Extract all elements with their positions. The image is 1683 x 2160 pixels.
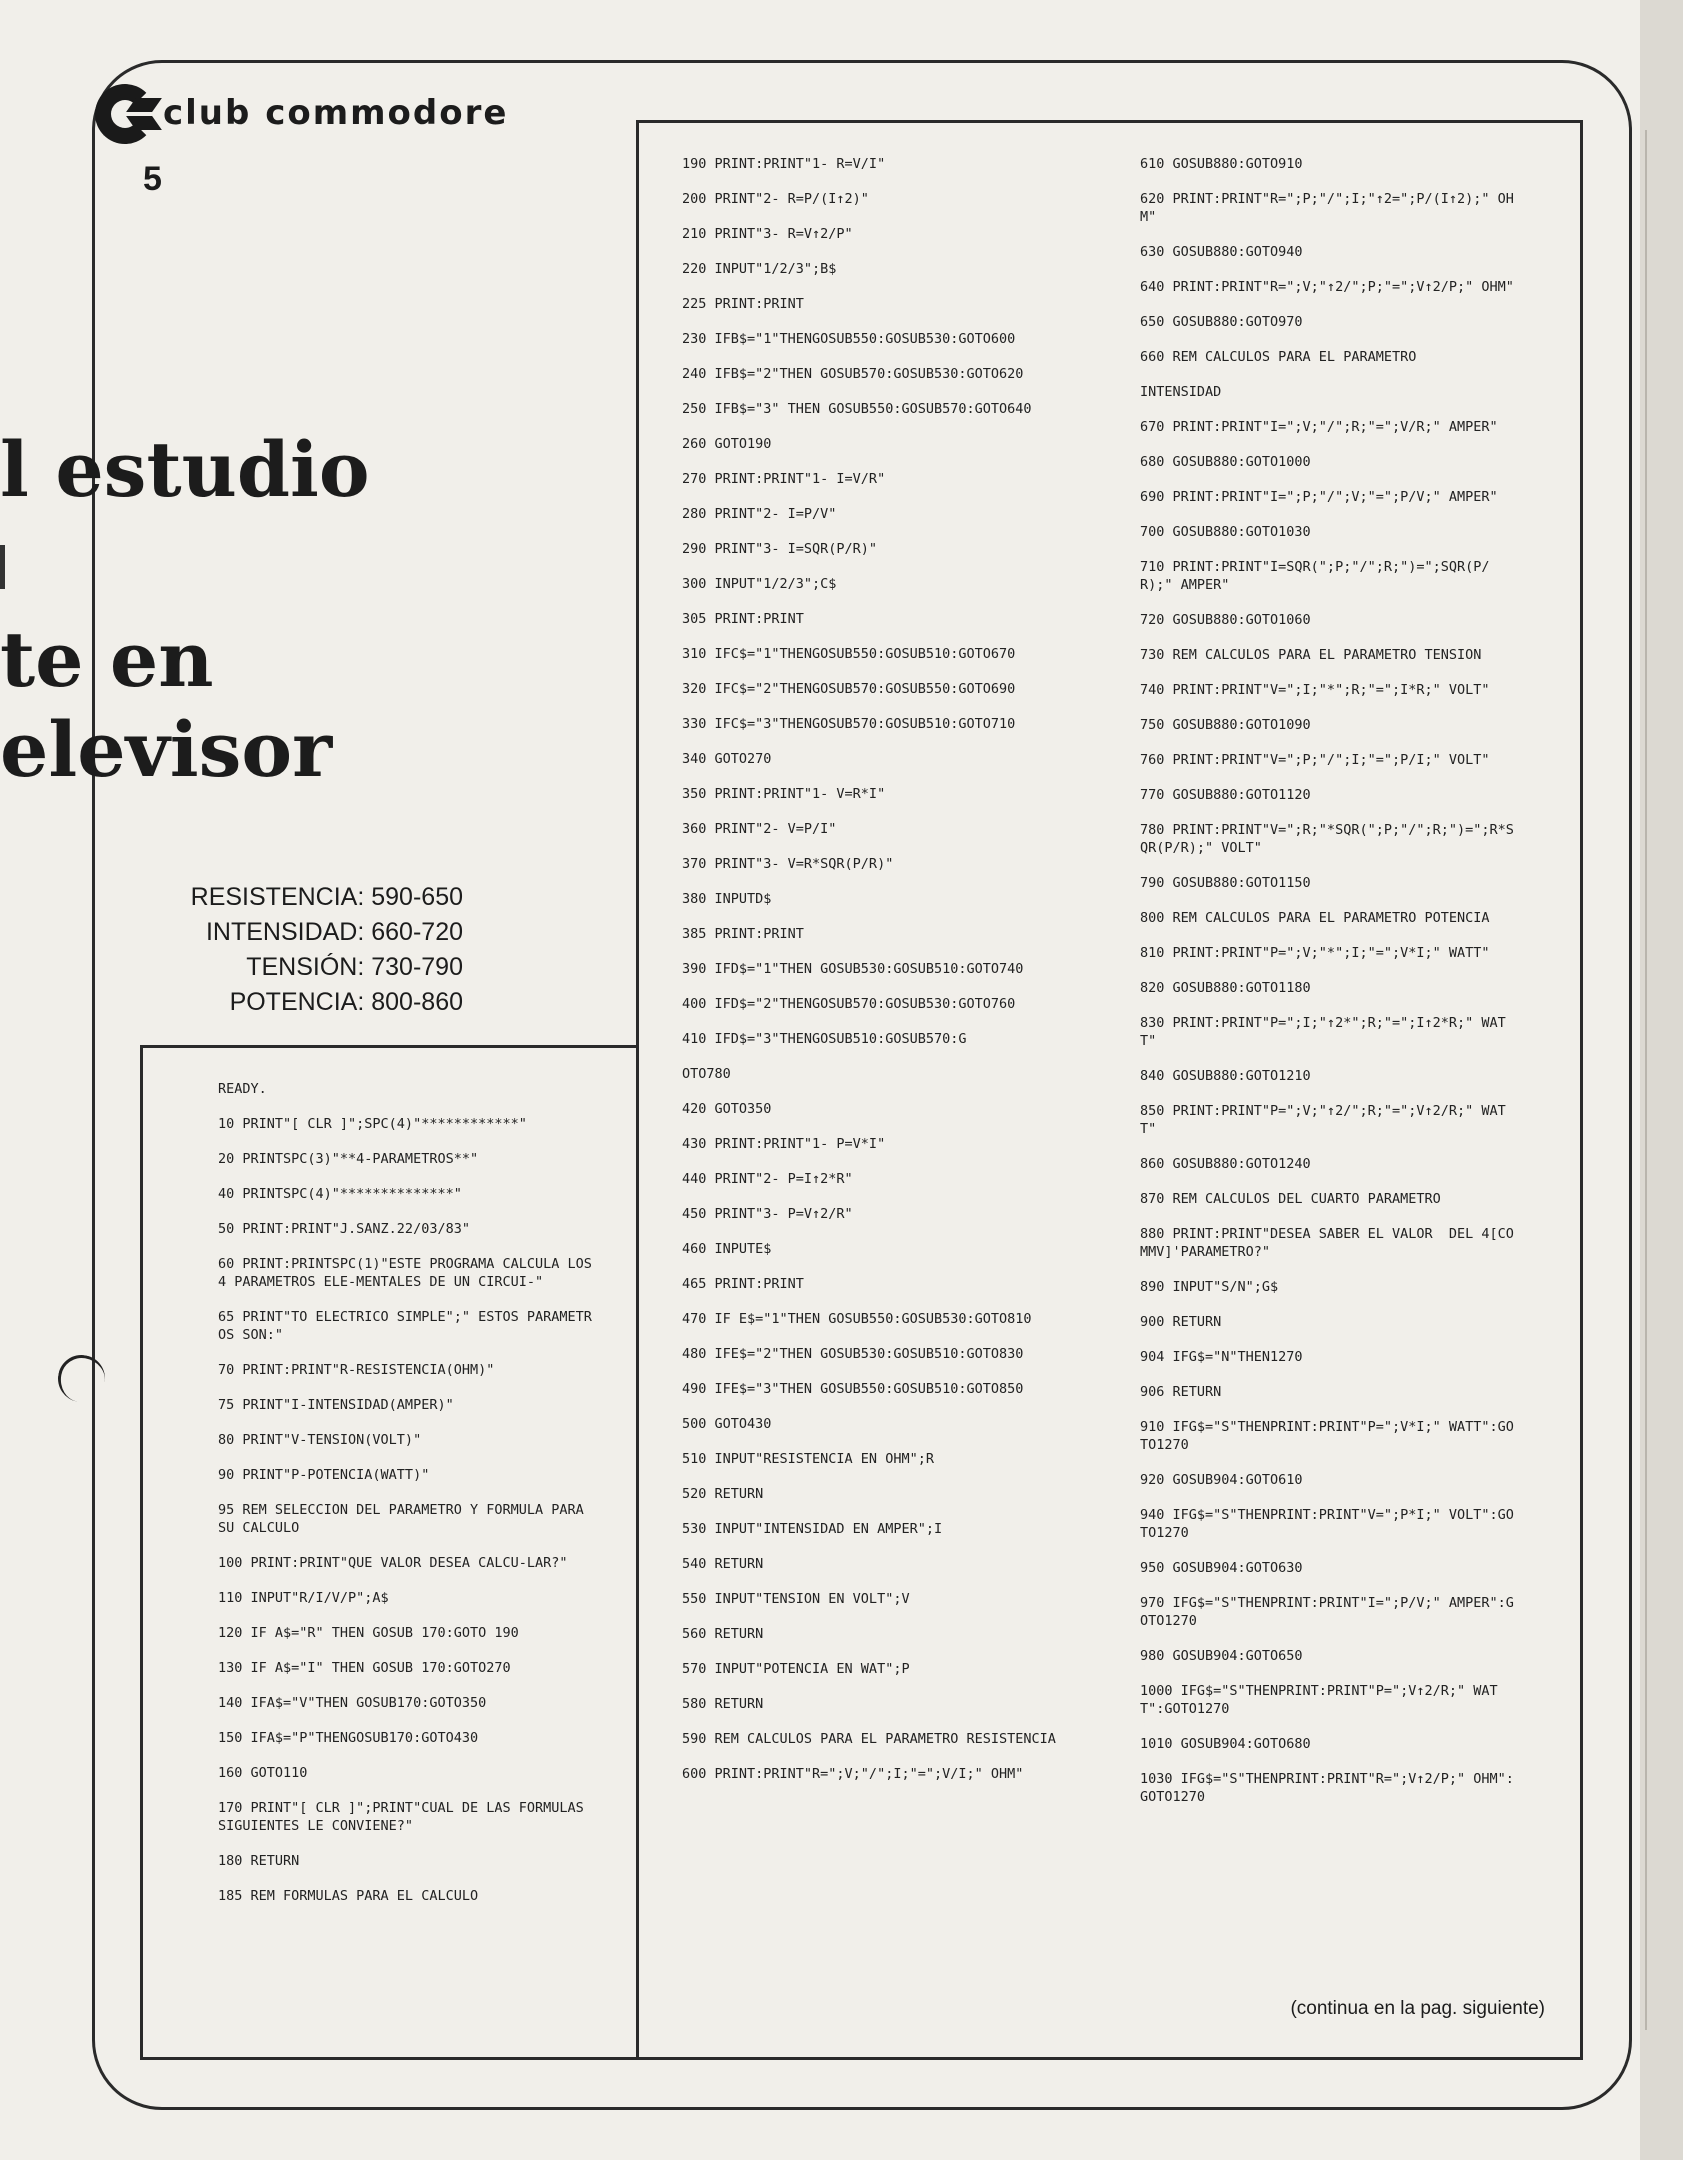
code-line: INTENSIDAD bbox=[1140, 384, 1222, 400]
code-line: 420 GOTO350 bbox=[682, 1101, 772, 1117]
code-line: 230 IFB$="1"THENGOSUB550:GOSUB530:GOTO600 bbox=[682, 331, 1016, 347]
code-line: 120 IF A$="R" THEN GOSUB 170:GOTO 190 bbox=[218, 1625, 519, 1641]
code-line: READY. bbox=[218, 1081, 267, 1097]
listing-column-2 bbox=[682, 155, 1057, 1800]
brand-name: club commodore bbox=[163, 93, 509, 133]
headline-line-1: l estudio bbox=[0, 425, 370, 514]
code-line: 290 PRINT"3- I=SQR(P/R)" bbox=[682, 541, 878, 557]
code-line: 75 PRINT"I-INTENSIDAD(AMPER)" bbox=[218, 1397, 454, 1413]
code-line: 305 PRINT:PRINT bbox=[682, 611, 804, 627]
code-line: 320 IFC$="2"THENGOSUB570:GOSUB550:GOTO690 bbox=[682, 681, 1016, 697]
code-line: 900 RETURN bbox=[1140, 1314, 1222, 1330]
code-line: 450 PRINT"3- P=V↑2/R" bbox=[682, 1206, 853, 1222]
code-line: 820 GOSUB880:GOTO1180 bbox=[1140, 980, 1311, 996]
code-line: 920 GOSUB904:GOTO610 bbox=[1140, 1472, 1303, 1488]
code-line: 970 IFG$="S"THENPRINT:PRINT"I=";P/V;" AMPER":GOTO1270 bbox=[1140, 1595, 1514, 1629]
issue-number: 5 bbox=[143, 160, 162, 198]
code-line: 390 IFD$="1"THEN GOSUB530:GOSUB510:GOTO740 bbox=[682, 961, 1024, 977]
code-line: 50 PRINT:PRINT"J.SANZ.22/03/83" bbox=[218, 1221, 470, 1237]
continued-note: (continua en la pag. siguiente) bbox=[1290, 1998, 1545, 2019]
code-line: 200 PRINT"2- R=P/(I↑2)" bbox=[682, 191, 869, 207]
code-line: 520 RETURN bbox=[682, 1486, 764, 1502]
code-line: 670 PRINT:PRINT"I=";V;"/";R;"=";V/R;" AMPER" bbox=[1140, 419, 1498, 435]
code-line: 500 GOTO430 bbox=[682, 1416, 772, 1432]
headline-fragment-mark bbox=[0, 545, 5, 589]
code-line: 160 GOTO110 bbox=[218, 1765, 308, 1781]
code-line: 270 PRINT:PRINT"1- I=V/R" bbox=[682, 471, 886, 487]
code-line: 950 GOSUB904:GOTO630 bbox=[1140, 1560, 1303, 1576]
code-line: 570 INPUT"POTENCIA EN WAT";P bbox=[682, 1661, 910, 1677]
code-line: 550 INPUT"TENSION EN VOLT";V bbox=[682, 1591, 910, 1607]
code-line: 210 PRINT"3- R=V↑2/P" bbox=[682, 226, 853, 242]
code-line: 185 REM FORMULAS PARA EL CALCULO bbox=[218, 1888, 479, 1904]
code-line: 710 PRINT:PRINT"I=SQR(";P;"/";R;")=";SQR(P/R);" AMPER" bbox=[1140, 559, 1490, 593]
range-intensidad: INTENSIDAD: 660-720 bbox=[205, 918, 463, 946]
code-line: 904 IFG$="N"THEN1270 bbox=[1140, 1349, 1303, 1365]
code-line: 440 PRINT"2- P=I↑2*R" bbox=[682, 1171, 853, 1187]
code-line: 730 REM CALCULOS PARA EL PARAMETRO TENSION bbox=[1140, 647, 1482, 663]
code-line: 600 PRINT:PRINT"R=";V;"/";I;"=";V/I;" OHM" bbox=[682, 1766, 1024, 1782]
code-line: 10 PRINT"[ CLR ]";SPC(4)"************" bbox=[218, 1116, 527, 1132]
code-line: 790 GOSUB880:GOTO1150 bbox=[1140, 875, 1311, 891]
code-line: 860 GOSUB880:GOTO1240 bbox=[1140, 1156, 1311, 1172]
parameter-ranges bbox=[191, 880, 463, 1020]
listing-column-3 bbox=[1140, 155, 1515, 1823]
code-line: 385 PRINT:PRINT bbox=[682, 926, 804, 942]
range-tension: TENSIÓN: 730-790 bbox=[246, 953, 463, 981]
code-line: 150 IFA$="P"THENGOSUB170:GOTO430 bbox=[218, 1730, 479, 1746]
code-line: 610 GOSUB880:GOTO910 bbox=[1140, 156, 1303, 172]
code-line: 60 PRINT:PRINTSPC(1)"ESTE PROGRAMA CALCULA LOS 4 PARAMETROS ELE-MENTALES DE UN CIRCUI-" bbox=[218, 1256, 601, 1290]
code-line: 530 INPUT"INTENSIDAD EN AMPER";I bbox=[682, 1521, 943, 1537]
code-line: 250 IFB$="3" THEN GOSUB550:GOSUB570:GOTO640 bbox=[682, 401, 1032, 417]
code-line: 590 REM CALCULOS PARA EL PARAMETRO RESISTENCIA bbox=[682, 1731, 1056, 1747]
code-line: 510 INPUT"RESISTENCIA EN OHM";R bbox=[682, 1451, 934, 1467]
margin-rule bbox=[92, 148, 95, 260]
code-line: 850 PRINT:PRINT"P=";V;"↑2/";R;"=";V↑2/R;" WATT" bbox=[1140, 1103, 1506, 1137]
headline-line-3: elevisor bbox=[0, 705, 333, 794]
code-line: 260 GOTO190 bbox=[682, 436, 772, 452]
code-line: 800 REM CALCULOS PARA EL PARAMETRO POTENCIA bbox=[1140, 910, 1490, 926]
code-line: 830 PRINT:PRINT"P=";I;"↑2*";R;"=";I↑2*R;" WATT" bbox=[1140, 1015, 1506, 1049]
code-line: 660 REM CALCULOS PARA EL PARAMETRO bbox=[1140, 349, 1417, 365]
code-line: 225 PRINT:PRINT bbox=[682, 296, 804, 312]
code-line: 940 IFG$="S"THENPRINT:PRINT"V=";P*I;" VOLT":GOTO1270 bbox=[1140, 1507, 1514, 1541]
code-line: 310 IFC$="1"THENGOSUB550:GOSUB510:GOTO670 bbox=[682, 646, 1016, 662]
code-line: 740 PRINT:PRINT"V=";I;"*";R;"=";I*R;" VOLT" bbox=[1140, 682, 1490, 698]
code-line: 140 IFA$="V"THEN GOSUB170:GOTO350 bbox=[218, 1695, 487, 1711]
code-line: 130 IF A$="I" THEN GOSUB 170:GOTO270 bbox=[218, 1660, 511, 1676]
code-line: 1000 IFG$="S"THENPRINT:PRINT"P=";V↑2/R;" WATT":GOTO1270 bbox=[1140, 1683, 1498, 1717]
code-line: 90 PRINT"P-POTENCIA(WATT)" bbox=[218, 1467, 430, 1483]
commodore-logo-icon bbox=[95, 78, 157, 158]
code-line: 465 PRINT:PRINT bbox=[682, 1276, 804, 1292]
code-line: 380 INPUTD$ bbox=[682, 891, 772, 907]
code-line: 240 IFB$="2"THEN GOSUB570:GOSUB530:GOTO620 bbox=[682, 366, 1024, 382]
listing-frame-bottom bbox=[140, 2057, 1583, 2060]
code-line: 300 INPUT"1/2/3";C$ bbox=[682, 576, 837, 592]
code-line: 560 RETURN bbox=[682, 1626, 764, 1642]
code-line: 640 PRINT:PRINT"R=";V;"↑2/";P;"=";V↑2/P;" OHM" bbox=[1140, 279, 1514, 295]
code-line: 360 PRINT"2- V=P/I" bbox=[682, 821, 837, 837]
code-line: 80 PRINT"V-TENSION(VOLT)" bbox=[218, 1432, 422, 1448]
code-line: 40 PRINTSPC(4)"**************" bbox=[218, 1186, 462, 1202]
code-line: 810 PRINT:PRINT"P=";V;"*";I;"=";V*I;" WATT" bbox=[1140, 945, 1490, 961]
code-line: 890 INPUT"S/N";G$ bbox=[1140, 1279, 1279, 1295]
code-line: 430 PRINT:PRINT"1- P=V*I" bbox=[682, 1136, 886, 1152]
code-line: 20 PRINTSPC(3)"**4-PARAMETROS**" bbox=[218, 1151, 479, 1167]
code-line: 110 INPUT"R/I/V/P";A$ bbox=[218, 1590, 389, 1606]
code-line: 690 PRINT:PRINT"I=";P;"/";V;"=";P/V;" AMPER" bbox=[1140, 489, 1498, 505]
adjacent-page-rule bbox=[1645, 130, 1647, 2030]
code-line: 1030 IFG$="S"THENPRINT:PRINT"R=";V↑2/P;" OHM":GOTO1270 bbox=[1140, 1771, 1514, 1805]
range-resistencia: RESISTENCIA: 590-650 bbox=[190, 883, 463, 911]
code-line: 470 IF E$="1"THEN GOSUB550:GOSUB530:GOTO810 bbox=[682, 1311, 1032, 1327]
code-line: 780 PRINT:PRINT"V=";R;"*SQR(";P;"/";R;")=";R*SQR(P/R);" VOLT" bbox=[1140, 822, 1514, 856]
code-line: 650 GOSUB880:GOTO970 bbox=[1140, 314, 1303, 330]
code-line: 680 GOSUB880:GOTO1000 bbox=[1140, 454, 1311, 470]
club-commodore-logo bbox=[95, 78, 508, 158]
code-line: 370 PRINT"3- V=R*SQR(P/R)" bbox=[682, 856, 894, 872]
code-line: 65 PRINT"TO ELECTRICO SIMPLE";" ESTOS PARAMETROS SON:" bbox=[218, 1309, 592, 1343]
code-line: 720 GOSUB880:GOTO1060 bbox=[1140, 612, 1311, 628]
code-line: 750 GOSUB880:GOTO1090 bbox=[1140, 717, 1311, 733]
code-line: 540 RETURN bbox=[682, 1556, 764, 1572]
code-line: 870 REM CALCULOS DEL CUARTO PARAMETRO bbox=[1140, 1191, 1441, 1207]
code-line: 910 IFG$="S"THENPRINT:PRINT"P=";V*I;" WATT":GOTO1270 bbox=[1140, 1419, 1514, 1453]
code-line: 340 GOTO270 bbox=[682, 751, 772, 767]
range-potencia: POTENCIA: 800-860 bbox=[229, 988, 463, 1016]
code-line: 980 GOSUB904:GOTO650 bbox=[1140, 1648, 1303, 1664]
code-line: 480 IFE$="2"THEN GOSUB530:GOSUB510:GOTO830 bbox=[682, 1346, 1024, 1362]
code-line: 620 PRINT:PRINT"R=";P;"/";I;"↑2=";P/(I↑2);" OHM" bbox=[1140, 191, 1514, 225]
code-line: 220 INPUT"1/2/3";B$ bbox=[682, 261, 837, 277]
code-line: 100 PRINT:PRINT"QUE VALOR DESEA CALCU-LAR?" bbox=[218, 1555, 568, 1571]
code-line: 490 IFE$="3"THEN GOSUB550:GOSUB510:GOTO850 bbox=[682, 1381, 1024, 1397]
code-line: 330 IFC$="3"THENGOSUB570:GOSUB510:GOTO710 bbox=[682, 716, 1016, 732]
code-line: 190 PRINT:PRINT"1- R=V/I" bbox=[682, 156, 886, 172]
code-line: 770 GOSUB880:GOTO1120 bbox=[1140, 787, 1311, 803]
code-line: 460 INPUTE$ bbox=[682, 1241, 772, 1257]
code-line: 410 IFD$="3"THENGOSUB510:GOSUB570:G bbox=[682, 1031, 967, 1047]
code-line: 880 PRINT:PRINT"DESEA SABER EL VALOR DEL 4[COMMV]'PARAMETRO?" bbox=[1140, 1226, 1514, 1260]
headline-line-2: te en bbox=[0, 615, 214, 704]
code-line: 280 PRINT"2- I=P/V" bbox=[682, 506, 837, 522]
code-line: 1010 GOSUB904:GOTO680 bbox=[1140, 1736, 1311, 1752]
code-line: 630 GOSUB880:GOTO940 bbox=[1140, 244, 1303, 260]
listing-column-1 bbox=[218, 1080, 601, 1922]
code-line: 95 REM SELECCION DEL PARAMETRO Y FORMULA PARA SU CALCULO bbox=[218, 1502, 592, 1536]
code-line: 400 IFD$="2"THENGOSUB570:GOSUB530:GOTO760 bbox=[682, 996, 1016, 1012]
code-line: 840 GOSUB880:GOTO1210 bbox=[1140, 1068, 1311, 1084]
code-line: 180 RETURN bbox=[218, 1853, 300, 1869]
code-line: 700 GOSUB880:GOTO1030 bbox=[1140, 524, 1311, 540]
code-line: 906 RETURN bbox=[1140, 1384, 1222, 1400]
code-line: 580 RETURN bbox=[682, 1696, 764, 1712]
code-line: 350 PRINT:PRINT"1- V=R*I" bbox=[682, 786, 886, 802]
code-line: OTO780 bbox=[682, 1066, 731, 1082]
code-line: 760 PRINT:PRINT"V=";P;"/";I;"=";P/I;" VOLT" bbox=[1140, 752, 1490, 768]
code-line: 170 PRINT"[ CLR ]";PRINT"CUAL DE LAS FORMULAS SIGUIENTES LE CONVIENE?" bbox=[218, 1800, 601, 1834]
code-line: 70 PRINT:PRINT"R-RESISTENCIA(OHM)" bbox=[218, 1362, 495, 1378]
